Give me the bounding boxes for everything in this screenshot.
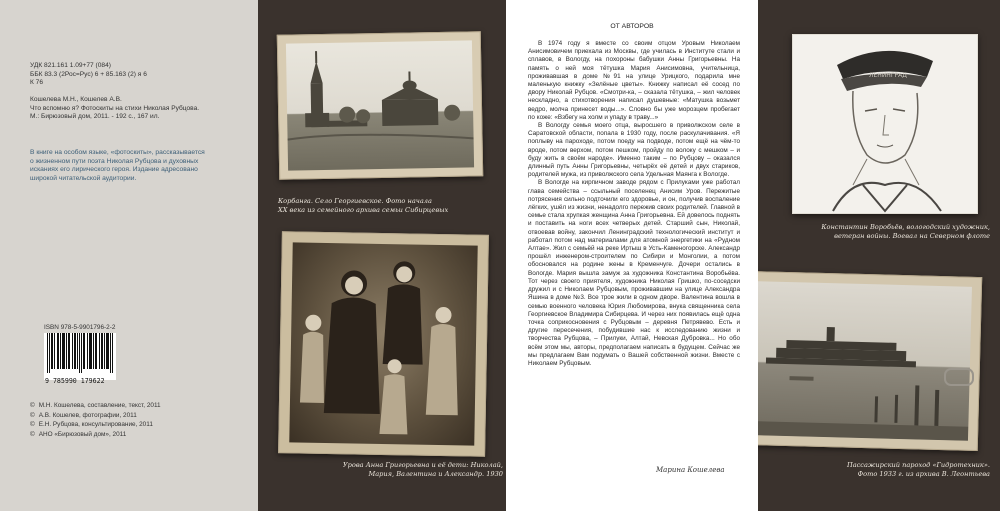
caption-line: Пассажирский пароход «Гидротехник». <box>846 461 990 469</box>
steamer-illustration <box>758 281 972 441</box>
annotation-block <box>30 149 255 184</box>
author-signature: Марина Кошелева <box>656 466 725 474</box>
annotation-line: исканиях его лирического героя. Издание адресовано <box>30 166 198 174</box>
steamer-photo <box>758 271 982 451</box>
paragraph: В Вологду семья моего отца, выросшего в приволжском селе в Саратовской области, попала в 1930 году, после раскулачивания. «Я поплыву на пароходе, потом поеду на подводе, потом ещё на чём-то вроде, потом верхом, потом пешком, пройду по волоку с мешком – и буду жить в своём народе». Именно таким – по Рубцову – оказался длинный путь Анны Григорьевны, четырёх её детей и двух стариков, родителей мужа, из приволжского села Удельная Маянга к Вологде. <box>528 122 740 179</box>
family-photo <box>278 231 489 457</box>
annotation-line: о жизненном пути поэта Николая Рубцова и духовных <box>30 157 199 165</box>
barcode <box>44 333 116 385</box>
caption-line: Константин Воробьёв, вологодский художник, <box>821 223 990 231</box>
citation-authors: Кошелева М.Н., Кошелев А.В. <box>30 96 122 103</box>
paragraph: В 1974 году я вместе со своим отцом Уровым Николаем Анисимовичем приехала из Москвы, где училась в Институте стали и сплавов, в Вологду, на похороны бабушки Анны Григорьевны. На память о ней моя тётушка Мария Анисимовна, учительница, проживавшая в доме №91 на улице Урицкого, подарила мне маленькую книжку «Зелёные цветы». Книжку написал её сосед по двору Николай Рубцов. «Смотри-ка, – сказала тётушка, – жил человек нескладно, а стихотворения написал душевные: «Матушка возьмет ведро, молча принесет воды...». Словно бы уже морозцем пробегает по коже: «Взбегу на холм и упаду в траву...» <box>528 40 740 121</box>
caption-line: Урова Анна Григорьевна и её дети: Николай, <box>342 461 503 469</box>
family-caption <box>333 461 503 479</box>
udk-line: УДК 821.161 1.09+77 (084) <box>30 62 111 69</box>
annotation-line: В книге на особом языке, «фотоскиты», рассказывается <box>30 149 205 156</box>
steamer-caption <box>758 461 990 479</box>
copyright-block <box>30 401 250 439</box>
bbk-line: ББК 83.3 (2Рос=Рус) 6 + 85.163 (2) я 6 <box>30 70 147 78</box>
page-heading: ОТ АВТОРОВ <box>610 23 654 30</box>
copyright-line: © А.В. Кошелев, фотографии, 2011 <box>30 411 137 419</box>
annotation-line: широкой читательской аудитории. <box>30 175 137 183</box>
cap-ribbon-text: ЛЕНИНГРАД <box>869 72 907 79</box>
isbn-text: ISBN 978-5-9901796-2-2 <box>44 324 116 331</box>
copyright-line: © АНО «Бирюзовый дом», 2011 <box>30 430 127 438</box>
citation-block <box>30 96 255 122</box>
foreword-page <box>506 0 758 511</box>
caption-line: ветеран войны. Воевал на Северном флоте <box>834 232 990 240</box>
sailor-illustration <box>793 35 977 213</box>
barcode-digits: 9 785990 179622 <box>45 377 105 385</box>
photo-panel-right <box>758 0 1000 511</box>
caption-line: XX века из семейного архива семьи Сибирцевых <box>278 206 449 214</box>
classification-block <box>30 62 250 88</box>
paper-clip <box>944 368 974 386</box>
church-caption <box>278 197 488 215</box>
barcode-bars <box>44 333 116 373</box>
citation-title: Что вспомню я? Фотоскиты на стихи Николая Рубцова. <box>30 104 200 112</box>
copyright-line: © М.Н. Кошелева, составление, текст, 2011 <box>30 402 161 409</box>
author-mark-line: К 76 <box>30 79 44 87</box>
paragraph: В Вологде на кирпичном заводе рядом с Прилуками уже работал глава семейства – ссыльный поселенец Анисим Уров. Пережитые потрясения сильно подточили его здоровье, и он, получив воспаление лёгких, ушёл из жизни, ненадолго пережив своих родителей. Главной в семье стала хрупкая женщина Анна Григорьевна. Ей довелось поднять и поставить на ноги всех четверых детей. Старший сын, Николай, отвоевав войну, закончил Ленинградский технологический институт и работал потом над материалами для атомной энергетики на «Рудном Алтае». Жил с семьёй на реке Иртыш в Усть-Каменогорске. Александр прошёл инженером-строителем по Сибири и Монголии, а потом обосновался на родине жены в Кременчуге. Дочери остались в Вологде. Мария вышла замуж за художника Константина Воробьёва. Тот через своего приятеля, художника Николая Гришко, по-соседски дружил и с Николаем Рубцовым, проживавшим на улице Александра Яшина в доме №3. Все трое жили в одном дворе. Валентина вошла в семью военного человека Юрия Любомирова, внука священника села Георгиевское Владимира Сибирцева. И через них появилась ещё одна точка соприкосновения с Рубцовым – деревня Петрявево. Есть и другие пересечения, побудившие нас к исследованию жизни и творчества Рубцова, – Прилуки, Алтай, Невская Дубровка... Но обо всём этом мы, авторы, предполагаем написать в будущем. Сейчас же мы предлагаем Вам подумать о Вашей собственной жизни. Вместе с Николаем Рубцовым. <box>528 179 740 367</box>
church-photo <box>277 31 483 180</box>
photo-panel-left <box>258 0 506 511</box>
sailor-portrait <box>792 34 978 214</box>
citation-publisher: М.: Бирюзовый дом, 2011. - 192 с., 167 ил. <box>30 113 160 121</box>
caption-line: Корбанга. Село Георгиевское. Фото начала <box>278 197 432 205</box>
caption-line: Мария, Валентина и Александр. 1930 <box>368 470 503 478</box>
imprint-panel <box>0 0 258 511</box>
church-illustration <box>286 40 474 170</box>
copyright-line: © Е.Н. Рубцова, консультирование, 2011 <box>30 421 153 429</box>
caption-line: Фото 1933 г. из архива В. Леонтьева <box>857 470 990 478</box>
sailor-caption <box>780 223 990 241</box>
foreword-text <box>528 40 740 368</box>
family-illustration <box>289 242 477 445</box>
